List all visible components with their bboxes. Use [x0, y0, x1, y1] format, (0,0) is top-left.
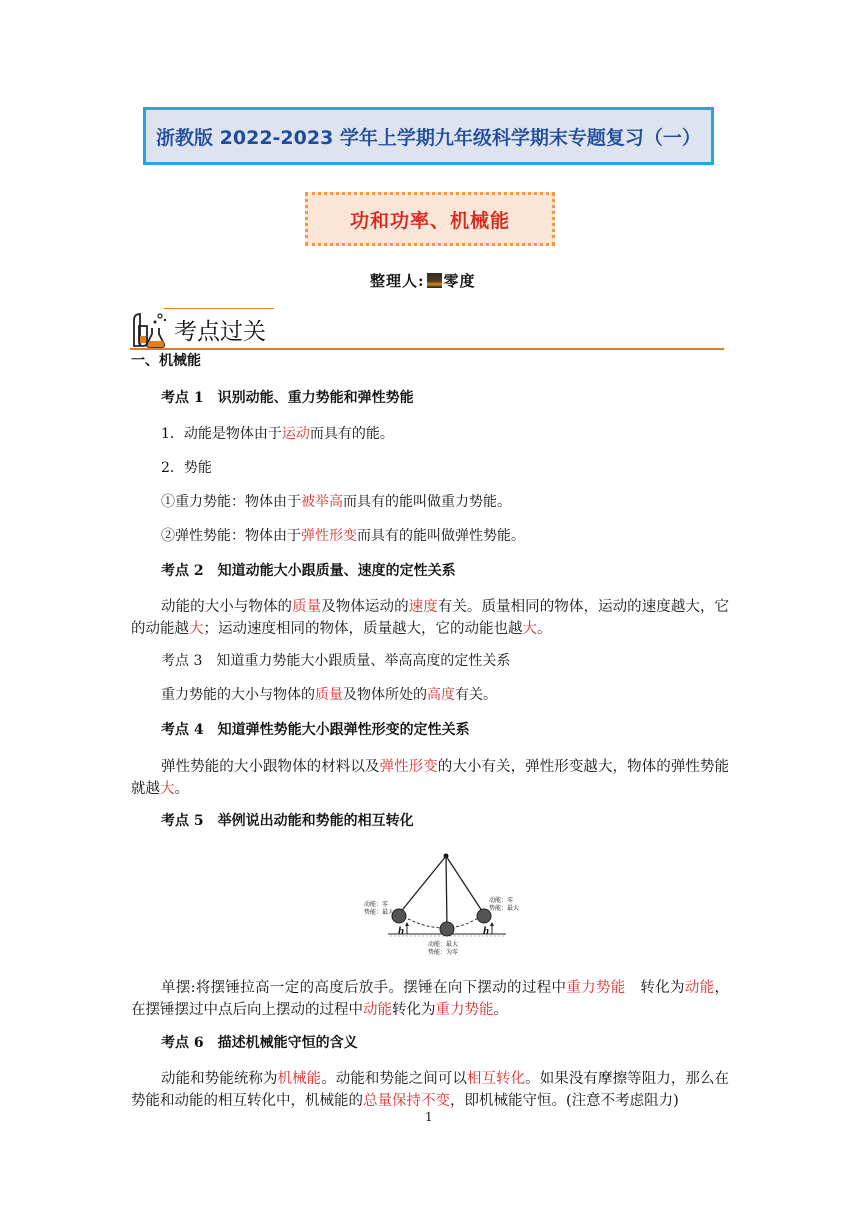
page-number: 1 [425, 1110, 433, 1124]
pendulum-diagram [362, 852, 528, 964]
h-label-left: h [398, 925, 405, 937]
topic-title: 功和功率、机械能 [349, 209, 510, 232]
kd4-paragraph: 弹性势能的大小跟物体的材料以及弹性形变的大小有关，弹性形变越大，物体的弹性势能就越大。 [131, 759, 730, 797]
h-label-right: h [483, 925, 490, 937]
section1-title: 一、机械能 [131, 353, 201, 369]
kd5-paragraph: 单摆:将摆锤拉高一定的高度后放手。摆锤在向下摆动的过程中重力势能 转化为动能，在摆锤摆过中点后向上摆动的过程中动能转化为重力势能。 [131, 980, 730, 1018]
right-label-potential: 势能：最大 [489, 905, 520, 912]
section-header-label: 考点过关 [174, 319, 266, 345]
document-title: 浙教版 2022-2023 学年上学期九年级科学期末专题复习（一） [156, 126, 701, 149]
kd6-paragraph: 动能和势能统称为机械能。动能和势能之间可以相互转化。如果没有摩擦等阻力，那么在势能和动能的相互转化中，机械能的总量保持不变，即机械能守恒。(注意不考虑阻力) [131, 1071, 730, 1109]
author-prefix: 整理人: [370, 272, 425, 290]
section-header [130, 306, 724, 350]
left-label-potential: 势能：最大 [364, 909, 395, 916]
kd1-heading: 考点 1 识别动能、重力势能和弹性势能 [161, 390, 414, 406]
kd2-heading: 考点 2 知道动能大小跟质量、速度的定性关系 [161, 563, 456, 579]
kd1-line3: ①重力势能：物体由于被举高而具有的能叫做重力势能。 [161, 494, 511, 510]
bottom-label-kinetic: 动能：最大 [428, 941, 459, 948]
author-name: 零度 [443, 272, 476, 290]
kd6-heading: 考点 6 描述机械能守恒的含义 [161, 1035, 358, 1051]
kd5-heading: 考点 5 举例说出动能和势能的相互转化 [161, 813, 414, 829]
author-avatar-icon [427, 273, 442, 288]
kd4-heading: 考点 4 知道弹性势能大小跟弹性形变的定性关系 [161, 722, 470, 738]
kd2-paragraph: 动能的大小与物体的质量及物体运动的速度有关。质量相同的物体，运动的速度越大，它的动能越大；运动速度相同的物体，质量越大，它的动能也越大。 [131, 599, 730, 637]
kd1-line4: ②弹性势能：物体由于弹性形变而具有的能叫做弹性势能。 [161, 528, 525, 544]
kd1-line2: 2．势能 [161, 460, 212, 476]
kd3-heading: 考点 3 知道重力势能大小跟质量、举高高度的定性关系 [161, 653, 511, 669]
right-label-kinetic: 动能：零 [489, 897, 514, 904]
topic-title-box [305, 192, 555, 246]
lab-flask-icon [130, 306, 174, 350]
bottom-label-potential: 势能：为零 [428, 949, 459, 956]
document-title-box [143, 107, 714, 165]
kd1-line1: 1．动能是物体由于运动而具有的能。 [161, 426, 394, 442]
author-line [370, 270, 476, 291]
left-label-kinetic: 动能：零 [364, 901, 389, 908]
kd3-paragraph: 重力势能的大小与物体的质量及物体所处的高度有关。 [161, 687, 497, 703]
